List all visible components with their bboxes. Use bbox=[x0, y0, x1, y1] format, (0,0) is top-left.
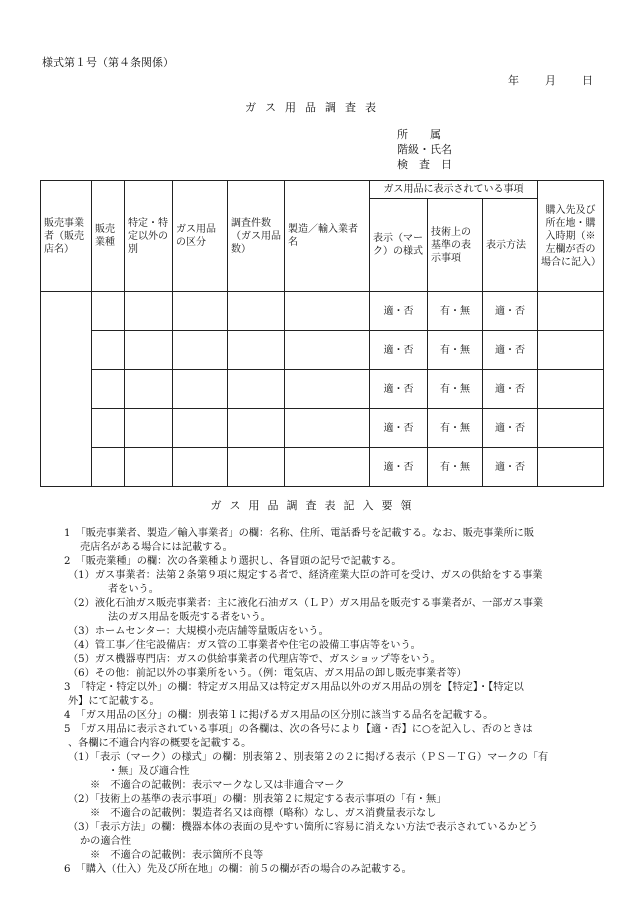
empty-cell bbox=[228, 370, 285, 409]
method-cell: 適・否 bbox=[483, 292, 538, 331]
table-row bbox=[41, 331, 604, 370]
col-mark: 表示（マーク）の様式 bbox=[370, 199, 428, 292]
guide-line: 外】にて記載する。 bbox=[68, 696, 160, 707]
empty-cell bbox=[92, 292, 125, 331]
method-cell: 適・否 bbox=[483, 409, 538, 448]
col-business-type: 販売業種 bbox=[92, 181, 125, 292]
col-display-method: 表示方法 bbox=[483, 199, 538, 292]
empty-cell bbox=[538, 331, 604, 370]
empty-cell bbox=[285, 370, 370, 409]
table-row bbox=[41, 448, 604, 487]
table-row bbox=[41, 370, 604, 409]
guide-line: 6 「購入（仕入）先及び所在地」の欄：前５の欄が否の場合のみ記載する。 bbox=[64, 864, 412, 875]
survey-table bbox=[40, 180, 604, 487]
col-seller: 販売事業者（販売店名） bbox=[41, 181, 92, 292]
guide-line: ※ 不適合の記載例：表示マークなし又は非適合マーク bbox=[90, 780, 345, 791]
empty-cell bbox=[173, 409, 228, 448]
empty-cell bbox=[228, 409, 285, 448]
guide-title: ガス用品調査表記入要領 bbox=[210, 499, 420, 512]
method-cell: 適・否 bbox=[483, 370, 538, 409]
col-count: 調査件数（ガス用品数） bbox=[228, 181, 285, 292]
mark-cell: 適・否 bbox=[370, 409, 428, 448]
empty-cell bbox=[173, 331, 228, 370]
empty-cell bbox=[228, 331, 285, 370]
document-title: ガス用品調査表 bbox=[245, 101, 385, 114]
date-month: 月 bbox=[545, 74, 556, 87]
guide-line: かの適合性 bbox=[80, 836, 131, 847]
empty-cell bbox=[538, 409, 604, 448]
empty-cell bbox=[538, 292, 604, 331]
empty-cell bbox=[125, 370, 173, 409]
guide-line: （4）管工事／住宅設備店：ガス管の工事業者や住宅の設備工事店等をいう。 bbox=[68, 640, 421, 651]
guide-line: 3 「特定・特定以外」の欄：特定ガス用品又は特定ガス用品以外のガス用品の別を【特定】・【特定以 bbox=[64, 682, 524, 693]
guide-line: （5）ガス機器専門店：ガスの供給事業者の代理店等で、ガスショップ等をいう。 bbox=[68, 654, 441, 665]
guide-line: 5 「ガス用品に表示されている事項」の各欄は、次の各号により【適・否】に○を記入し、否のときは bbox=[64, 724, 533, 735]
header-row-1 bbox=[41, 181, 604, 199]
col-purchase: 購入先及び所在地・購入時期（※左欄が否の場合に記入） bbox=[538, 181, 604, 292]
empty-cell bbox=[125, 331, 173, 370]
mark-cell: 適・否 bbox=[370, 448, 428, 487]
guide-line: 売店名がある場合には記載する。 bbox=[80, 542, 233, 553]
affiliation-label: 所 属 bbox=[397, 128, 441, 141]
guide-line: （3）ホームセンター：大規模小売店舗等量販店をいう。 bbox=[68, 626, 329, 637]
empty-cell bbox=[92, 409, 125, 448]
seller-cell bbox=[41, 292, 92, 487]
empty-cell bbox=[285, 292, 370, 331]
col-tech-standard: 技術上の基準の表示事項 bbox=[428, 199, 483, 292]
empty-cell bbox=[285, 409, 370, 448]
empty-cell bbox=[173, 448, 228, 487]
tech-cell: 有・無 bbox=[428, 448, 483, 487]
empty-cell bbox=[125, 409, 173, 448]
empty-cell bbox=[173, 370, 228, 409]
guide-line: （1）「表示（マーク）の様式」の欄：別表第２、別表第２の２に掲げる表示（ＰＳ－ＴＧ）マークの「有 bbox=[68, 752, 549, 763]
guide-line: 者をいう。 bbox=[108, 584, 159, 595]
guide-line: 4 「ガス用品の区分」の欄：別表第１に掲げるガス用品の区分別に該当する品名を記載する。 bbox=[64, 710, 494, 721]
col-specified: 特定・特定以外の別 bbox=[125, 181, 173, 292]
col-category: ガス用品の区分 bbox=[173, 181, 228, 292]
guide-line: ※ 不適合の記載例：製造者名又は商標（略称）なし、ガス消費量表示なし bbox=[90, 808, 437, 819]
date-line bbox=[508, 72, 593, 88]
method-cell: 適・否 bbox=[483, 448, 538, 487]
guide-line: 2 「販売業種」の欄：次の各業種より選択し、各冒頭の記号で記載する。 bbox=[64, 556, 402, 567]
empty-cell bbox=[538, 448, 604, 487]
table-row bbox=[41, 409, 604, 448]
col-group-header: ガス用品に表示されている事項 bbox=[370, 181, 538, 199]
guide-line: ※ 不適合の記載例：表示箇所不良等 bbox=[90, 850, 264, 861]
empty-cell bbox=[173, 292, 228, 331]
guide-line: 1 「販売事業者、製造／輸入事業者」の欄：名称、住所、電話番号を記載する。なお、販売事業所に販 bbox=[64, 528, 535, 539]
guide-line: （2）「技術上の基準の表示事項」の欄：別表第２に規定する表示事項の「有・無」 bbox=[68, 794, 447, 805]
date-day: 日 bbox=[582, 74, 593, 87]
empty-cell bbox=[125, 448, 173, 487]
mark-cell: 適・否 bbox=[370, 331, 428, 370]
empty-cell bbox=[92, 448, 125, 487]
empty-cell bbox=[92, 370, 125, 409]
method-cell: 適・否 bbox=[483, 331, 538, 370]
empty-cell bbox=[285, 331, 370, 370]
inspection-date-label: 検 査 日 bbox=[397, 158, 452, 171]
empty-cell bbox=[228, 292, 285, 331]
empty-cell bbox=[228, 448, 285, 487]
guide-line: （3）「表示方法」の欄：機器本体の表面の見やすい箇所に容易に消えない方法で表示されているかどう bbox=[68, 822, 539, 833]
empty-cell bbox=[125, 292, 173, 331]
empty-cell bbox=[285, 448, 370, 487]
tech-cell: 有・無 bbox=[428, 370, 483, 409]
guide-line: （1）ガス事業者：法第２条第９項に規定する者で、経済産業大臣の許可を受け、ガスの供給をする事業 bbox=[68, 570, 543, 581]
empty-cell bbox=[538, 370, 604, 409]
guide-line: （6）その他：前記以外の事業所をいう。（例：電気店、ガス用品の卸し販売事業者等） bbox=[68, 668, 467, 679]
mark-cell: 適・否 bbox=[370, 292, 428, 331]
date-year: 年 bbox=[508, 74, 519, 87]
table-row bbox=[41, 292, 604, 331]
guide-line: （2）液化石油ガス販売事業者：主に液化石油ガス（ＬＰ）ガス用品を販売する事業者が、一部ガス事業 bbox=[68, 598, 544, 609]
tech-cell: 有・無 bbox=[428, 409, 483, 448]
form-number: 様式第１号（第４条関係） bbox=[42, 56, 174, 69]
tech-cell: 有・無 bbox=[428, 292, 483, 331]
guide-line: ・無」及び適合性 bbox=[108, 766, 190, 777]
rank-name-label: 階級・氏名 bbox=[397, 143, 452, 156]
tech-cell: 有・無 bbox=[428, 331, 483, 370]
mark-cell: 適・否 bbox=[370, 370, 428, 409]
guide-line: 法のガス用品を販売する者をいう。 bbox=[108, 612, 271, 623]
col-maker: 製造／輸入業者名 bbox=[285, 181, 370, 292]
empty-cell bbox=[92, 331, 125, 370]
guide-line: 、各欄に不適合内容の概要を記載する。 bbox=[68, 738, 252, 749]
